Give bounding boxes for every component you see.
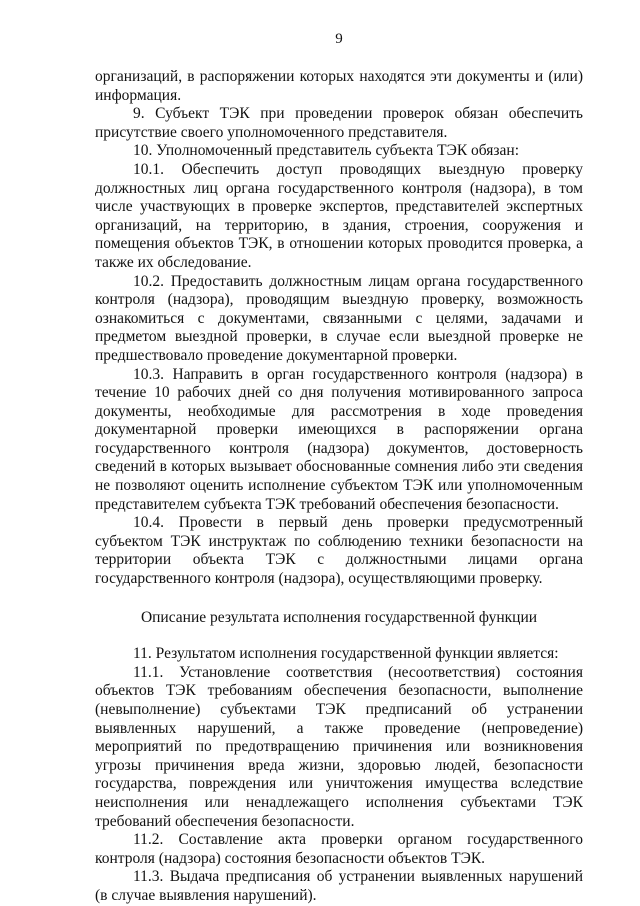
page-number: 9 (335, 31, 343, 47)
section-heading: Описание результата исполнения государственной функции (140, 608, 538, 626)
paragraph-item-10-4: 10.4. Провести в первый день проверки предусмотренный субъектом ТЭК инструктаж по соблюдению техники безопасности на территории объекта ТЭК с должностными лицами органа государственного контроля (надзора), осуществляющими проверку. (95, 514, 583, 588)
paragraph-item-10-1: 10.1. Обеспечить доступ проводящих выездную проверку должностных лиц органа государственного контроля (надзора), в том числе участвующих в проверке экспертов, представителей экспертных организаций, на территорию, в здания, строения, сооружения и помещения объектов ТЭК, в отношении которых проводится проверка, а также их обследование. (95, 160, 583, 271)
paragraph-item-11: 11. Результатом исполнения государственной функции является: (133, 645, 559, 663)
paragraph-item-9: 9. Субъект ТЭК при проведении проверок обязан обеспечить присутствие своего уполномоченного представителя. (95, 105, 583, 141)
paragraph-item-10-2: 10.2. Предоставить должностным лицам органа государственного контроля (надзора), проводящим выездную проверку, возможность ознакомиться с документами, связанными с целями, задачами и предметом выездной проверки, в случае если выездной проверке не предшествовало проведение документарной проверки. (95, 272, 583, 364)
paragraph-item-11-1: 11.1. Установление соответствия (несоответствия) состояния объектов ТЭК требованиям обеспечения безопасности, выполнение (невыполнение) субъектами ТЭК предписаний об устранении выявленных нарушений, а также проведение (непроведение) мероприятий по предотвращению причинения или возникновения угрозы причинения вреда жизни, здоровью людей, безопасности государства, повреждения или уничтожения имущества вследствие неисполнения или ненадлежащего исполнения субъектами ТЭК требований обеспечения безопасности. (95, 663, 583, 830)
paragraph-item-11-2: 11.2. Составление акта проверки органом государственного контроля (надзора) состояния безопасности объектов ТЭК. (95, 831, 583, 867)
paragraph-item-11-3: 11.3. Выдача предписания об устранении выявленных нарушений (в случае выявления нарушений). (95, 868, 583, 904)
paragraph-item-10-3: 10.3. Направить в орган государственного контроля (надзора) в течение 10 рабочих дней со дня получения мотивированного запроса документы, необходимые для рассмотрения в ходе проведения документарной проверки имеющихся в распоряжении органа государственного контроля (надзора) документов, достоверность сведений в которых вызывает обоснованные сомнения либо эти сведения не позволяют оценить исполнение субъектом ТЭК или уполномоченным представителем субъекта ТЭК требований обеспечения безопасности. (95, 365, 583, 513)
paragraph-item-10: 10. Уполномоченный представитель субъекта ТЭК обязан: (133, 142, 520, 160)
paragraph-continuation: организаций, в распоряжении которых находятся эти документы и (или) информация. (95, 68, 583, 104)
